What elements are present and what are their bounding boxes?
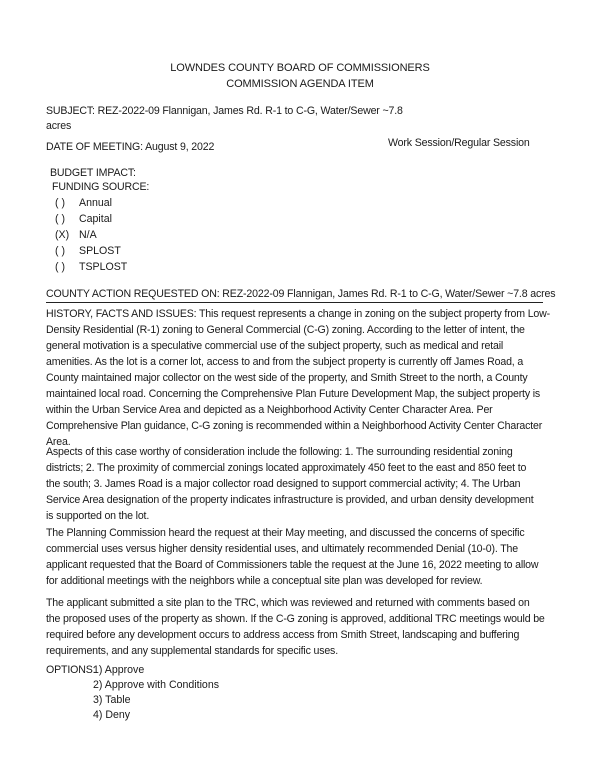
paragraph-line: maintained local road. Concerning the Comprehensive Plan Future Development Map, the subject property is	[46, 388, 541, 400]
checkbox-mark-checked: (X)	[55, 229, 70, 241]
paragraph-line: general motivation is a speculative commercial use of the subject property, such as medical and retail	[46, 340, 504, 352]
paragraph-line: applicant requested that the Board of Commissioners table the request at the June 16, 2022 meeting to allow	[46, 559, 539, 571]
aspects-paragraph	[46, 444, 546, 524]
funding-option-tsplost	[55, 259, 127, 275]
funding-option-label: TSPLOST	[79, 261, 128, 273]
checkbox-mark: ( )	[55, 261, 65, 273]
checkbox-mark: ( )	[55, 213, 65, 225]
county-action-requested: COUNTY ACTION REQUESTED ON: REZ-2022-09 Flannigan, James Rd. R-1 to C-G, Water/Sewer ~7.8 acres	[46, 288, 556, 300]
paragraph-line: Comprehensive Plan guidance, C-G zoning is recommended within a Neighborhood Activity Center Character	[46, 420, 543, 432]
budget-impact-label: BUDGET IMPACT:	[50, 167, 136, 179]
option-approve-with-conditions: 2) Approve with Conditions	[93, 679, 220, 691]
planning-commission-paragraph	[46, 525, 546, 589]
paragraph-line: within the Urban Service Area and depicted as a Neighborhood Activity Center Character Area. Per	[46, 404, 493, 416]
checkbox-mark: ( )	[55, 197, 65, 209]
paragraph-line: County maintained major collector on the west side of the property, and Smith Street to the north, a County	[46, 372, 528, 384]
paragraph-line: The Planning Commission heard the request at their May meeting, and discussed the concerns of specific	[46, 527, 525, 539]
paragraph-line: Service Area designation of the property indicates infrastructure is provided, and urban density development	[46, 494, 534, 506]
paragraph-line: commercial uses versus higher density residential uses, and ultimately recommended Denial (10-0). The	[46, 543, 518, 555]
paragraph-line: The applicant submitted a site plan to the TRC, which was reviewed and returned with comments based on	[46, 597, 530, 609]
funding-option-splost	[55, 243, 121, 259]
paragraph-line: the proposed uses of the property as shown. If the C-G zoning is approved, additional TRC meetings would be	[46, 613, 545, 625]
paragraph-line: is supported on the lot.	[46, 510, 150, 522]
paragraph-line: districts; 2. The proximity of commercial zonings located approximately 450 feet to the east and 850 feet to	[46, 462, 527, 474]
option-table: 3) Table	[93, 694, 131, 706]
funding-source-label: FUNDING SOURCE:	[52, 181, 150, 193]
funding-option-label: Annual	[79, 197, 112, 209]
meeting-date: DATE OF MEETING: August 9, 2022	[46, 141, 215, 153]
history-facts-issues	[46, 306, 550, 450]
subject-line: SUBJECT: REZ-2022-09 Flannigan, James Rd. R-1 to C-G, Water/Sewer ~7.8	[46, 105, 403, 117]
options-label: OPTIONS:	[46, 664, 96, 676]
funding-option-label: Capital	[79, 213, 112, 225]
applicant-site-plan-paragraph	[46, 595, 546, 659]
section-divider	[46, 302, 543, 303]
funding-option-capital	[55, 211, 112, 227]
option-approve: 1) Approve	[93, 664, 145, 676]
paragraph-line: Aspects of this case worthy of consideration include the following: 1. The surrounding residential zoning	[46, 446, 513, 458]
org-title: LOWNDES COUNTY BOARD OF COMMISSIONERS	[170, 62, 430, 74]
paragraph-line: for additional meetings with the neighbors while a conceptual site plan was developed for review.	[46, 575, 483, 587]
session-type: Work Session/Regular Session	[388, 137, 530, 149]
funding-option-label: SPLOST	[79, 245, 121, 257]
funding-option-annual	[55, 195, 112, 211]
paragraph-line: requirements, and any supplemental standards for specific uses.	[46, 645, 338, 657]
doc-type-title: COMMISSION AGENDA ITEM	[226, 78, 374, 90]
funding-option-label: N/A	[79, 229, 97, 241]
paragraph-line: Density Residential (R-1) zoning to General Commercial (C-G) zoning. According to the letter of intent, the	[46, 324, 525, 336]
subject-line-continued: acres	[46, 120, 72, 132]
paragraph-line: HISTORY, FACTS AND ISSUES: This request represents a change in zoning on the subject property from Low-	[46, 308, 550, 320]
paragraph-line: the south; 3. James Road is a major collector road designed to support commercial activity; 4. The Urban	[46, 478, 521, 490]
paragraph-line: Area.	[46, 436, 71, 448]
paragraph-line: amenities. As the lot is a corner lot, access to and from the subject property is currently off James Road, a	[46, 356, 524, 368]
paragraph-line: required before any development occurs to address access from Smith Street, landscaping and buffering	[46, 629, 520, 641]
funding-option-na	[55, 227, 97, 243]
option-deny: 4) Deny	[93, 709, 131, 721]
checkbox-mark: ( )	[55, 245, 65, 257]
